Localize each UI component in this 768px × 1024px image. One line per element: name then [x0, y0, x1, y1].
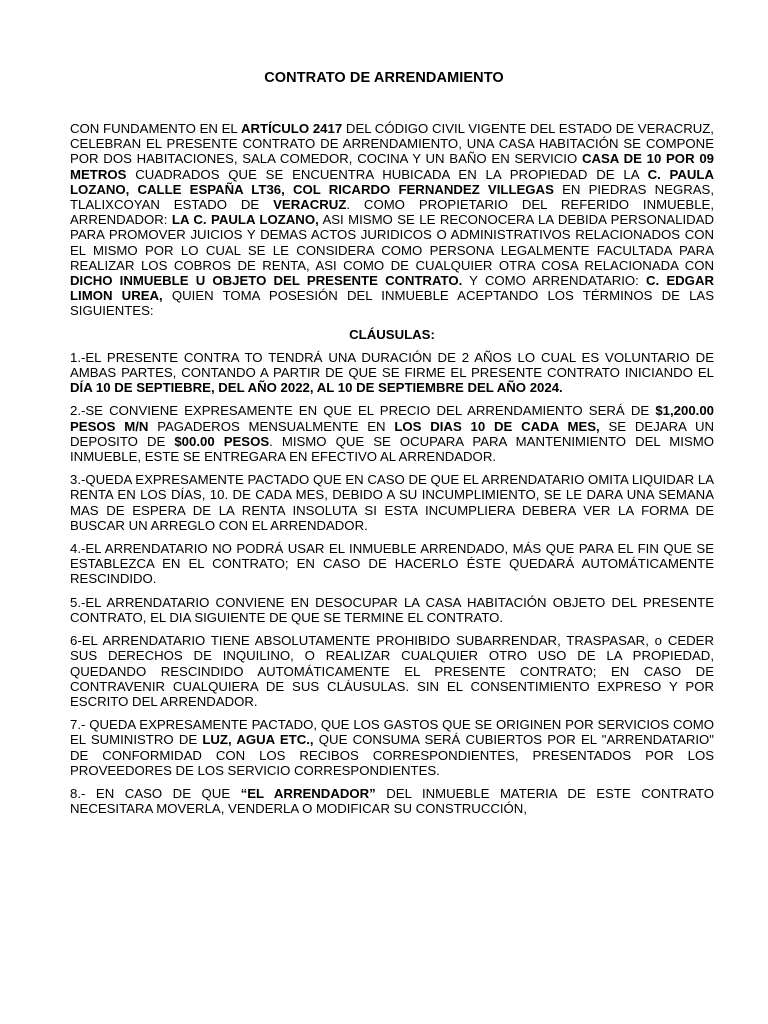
clause-2-text-4: . MISMO QUE SE OCUPARA PARA MANTENIMIENTO DEL MISMO INMUEBLE, ESTE SE ENTREGARA EN EFECTIVO AL ARRENDADOR.	[70, 433, 714, 465]
intro-text-5: . COMO PROPIETARIO DEL REFERIDO INMUEBLE, ARRENDADOR:	[70, 197, 715, 228]
clause-2-bold-3: $00.00 PESOS	[174, 433, 270, 449]
clause-2	[70, 403, 714, 464]
document-body	[70, 121, 714, 824]
clause-2-bold-1: $1,200.00 PESOS M/N	[70, 403, 714, 434]
clause-6: 6-EL ARRENDATARIO TIENE ABSOLUTAMENTE PROHIBIDO SUBARRENDAR, TRASPASAR, o CEDER SUS DERECHOS DE INQUILINO, O REALIZAR CUALQUIER OTRO USO DE LA PROPIEDAD, QUEDANDO RESCINDIDO AUTOMÁTICAMENTE EL PRESENTE CONTRATO; EN CASO DE CONTRAVENIR CUALQUIERA DE SUS CLÁUSULAS. SIN EL CONSENTIMIENTO EXPRESO Y POR ESCRITO DEL ARRENDADOR.	[70, 633, 714, 709]
intro-paragraph	[70, 121, 714, 319]
clause-3: 3.-QUEDA EXPRESAMENTE PACTADO QUE EN CASO DE QUE EL ARRENDATARIO OMITA LIQUIDAR LA RENTA EN LOS DÍAS, 10. DE CADA MES, DEBIDO A SU INCUMPLIMIENTO, SE LE DARA UNA SEMANA MAS DE ESPERA DE LA RENTA INSOLUTA SI ESTA INCUMPLIERA DEBERA VER LA FORMA DE BUSCAR UN ARREGLO CON EL ARRENDADOR.	[70, 472, 714, 533]
intro-bold-5: LA C. PAULA LOZANO,	[171, 212, 319, 228]
clause-1	[70, 350, 714, 396]
clause-7-text-2: QUE CONSUMA SERÁ CUBIERTOS POR EL "ARRENDATARIO" DE CONFORMIDAD CON LOS RECIBOS CORRESPONDIENTES, PRESENTADOS POR LOS PROVEEDORES DE LOS SERVICIO CORRESPONDIENTES.	[70, 732, 714, 778]
intro-text-8: QUIEN TOMA POSESIÓN DEL INMUEBLE ACEPTANDO LOS TÉRMINOS DE LAS SIGUIENTES:	[70, 288, 714, 319]
clause-2-text-2: PAGADEROS MENSUALMENTE EN	[148, 418, 395, 434]
intro-bold-4: VERACRUZ	[273, 197, 347, 213]
intro-text-1: CON FUNDAMENTO EN EL	[70, 121, 241, 136]
intro-bold-3: C. PAULA LOZANO, CALLE ESPAÑA LT36, COL RICARDO FERNANDEZ VILLEGAS	[70, 166, 714, 197]
clause-5: 5.-EL ARRENDATARIO CONVIENE EN DESOCUPAR LA CASA HABITACIÓN OBJETO DEL PRESENTE CONTRATO, EL DIA SIGUIENTE DE QUE SE TERMINE EL CONTRATO.	[70, 594, 714, 625]
intro-bold-6: DICHO INMUEBLE U OBJETO DEL PRESENTE CONTRATO.	[70, 273, 463, 289]
clause-7-text-1: 7.- QUEDA EXPRESAMENTE PACTADO, QUE LOS GASTOS QUE SE ORIGINEN POR SERVICIOS COMO EL SUMINISTRO DE	[70, 717, 714, 748]
intro-bold-7: C. EDGAR LIMON UREA,	[70, 273, 714, 304]
clause-1-bold-1: DÍA 10 DE SEPTIEBRE, DEL AÑO 2022, AL 10 DE SEPTIEMBRE DEL AÑO 2024.	[70, 380, 563, 396]
intro-text-7: Y COMO ARRENDATARIO:	[462, 273, 647, 289]
intro-bold-1: ARTÍCULO 2417	[240, 121, 343, 136]
clause-1-text-1: 1.-EL PRESENTE CONTRA TO TENDRÁ UNA DURACIÓN DE 2 AÑOS LO CUAL ES VOLUNTARIO DE AMBAS PARTES, CONTANDO A PARTIR DE QUE SE FIRME EL PRESENTE CONTRATO INICIANDO EL	[70, 349, 714, 381]
clause-2-text-3: SE DEJARA UN DEPOSITO DE	[70, 418, 715, 449]
clause-8-text-1: 8.- EN CASO DE QUE	[70, 785, 241, 801]
clause-7	[70, 717, 714, 778]
document-title: CONTRATO DE ARRENDAMIENTO	[264, 70, 504, 86]
intro-text-3: CUADRADOS QUE SE ENCUENTRA HUBICADA EN LA PROPIEDAD DE LA	[126, 166, 648, 182]
clause-7-bold-1: LUZ, AGUA ETC.,	[202, 732, 314, 748]
intro-bold-2: CASA DE 10 POR 09 METROS	[70, 151, 714, 182]
intro-text-6: ASI MISMO SE LE RECONOCERA LA DEBIDA PERSONALIDAD PARA PROMOVER JUICIOS Y DEMAS ACTOS JURIDICOS O ADMINISTRATIVOS RELACIONADOS CON EL MISMO POR LO CUAL SE LE CONSIDERA COMO PERSONA LEGALMENTE FACULTADA PARA REALIZAR LOS COBROS DE RENTA, ASI COMO DE CUALQUIER OTRA COSA RELACIONADA CON	[70, 212, 714, 273]
clause-2-text-1: 2.-SE CONVIENE EXPRESAMENTE EN QUE EL PRECIO DEL ARRENDAMIENTO SERÁ DE	[70, 403, 656, 419]
intro-text-2: DEL CÓDIGO CIVIL VIGENTE DEL ESTADO DE VERACRUZ, CELEBRAN EL PRESENTE CONTRATO DE ARRENDAMIENTO, UNA CASA HABITACIÓN SE COMPONE POR DOS HABITACIONES, SALA COMEDOR, COCINA Y UN BAÑO EN SERVICIO	[70, 121, 714, 167]
clause-2-bold-2: LOS DIAS 10 DE CADA MES,	[394, 418, 600, 434]
clauses-heading: CLÁUSULAS:	[349, 326, 435, 342]
clause-4: 4.-EL ARRENDATARIO NO PODRÁ USAR EL INMUEBLE ARRENDADO, MÁS QUE PARA EL FIN QUE SE ESTABLEZCA EN EL CONTRATO; EN CASO DE HACERLO ÉSTE QUEDARÁ AUTOMÁTICAMENTE RESCINDIDO.	[70, 541, 714, 587]
clause-8-bold-1: “EL ARRENDADOR”	[240, 785, 376, 801]
clause-8-text-2: DEL INMUEBLE MATERIA DE ESTE CONTRATO NECESITARA MOVERLA, VENDERLA O MODIFICAR SU CONSTRUCCIÓN,	[70, 785, 714, 817]
intro-text-4: EN PIEDRAS NEGRAS, TLALIXCOYAN ESTADO DE	[70, 181, 714, 213]
clause-8	[70, 786, 714, 816]
